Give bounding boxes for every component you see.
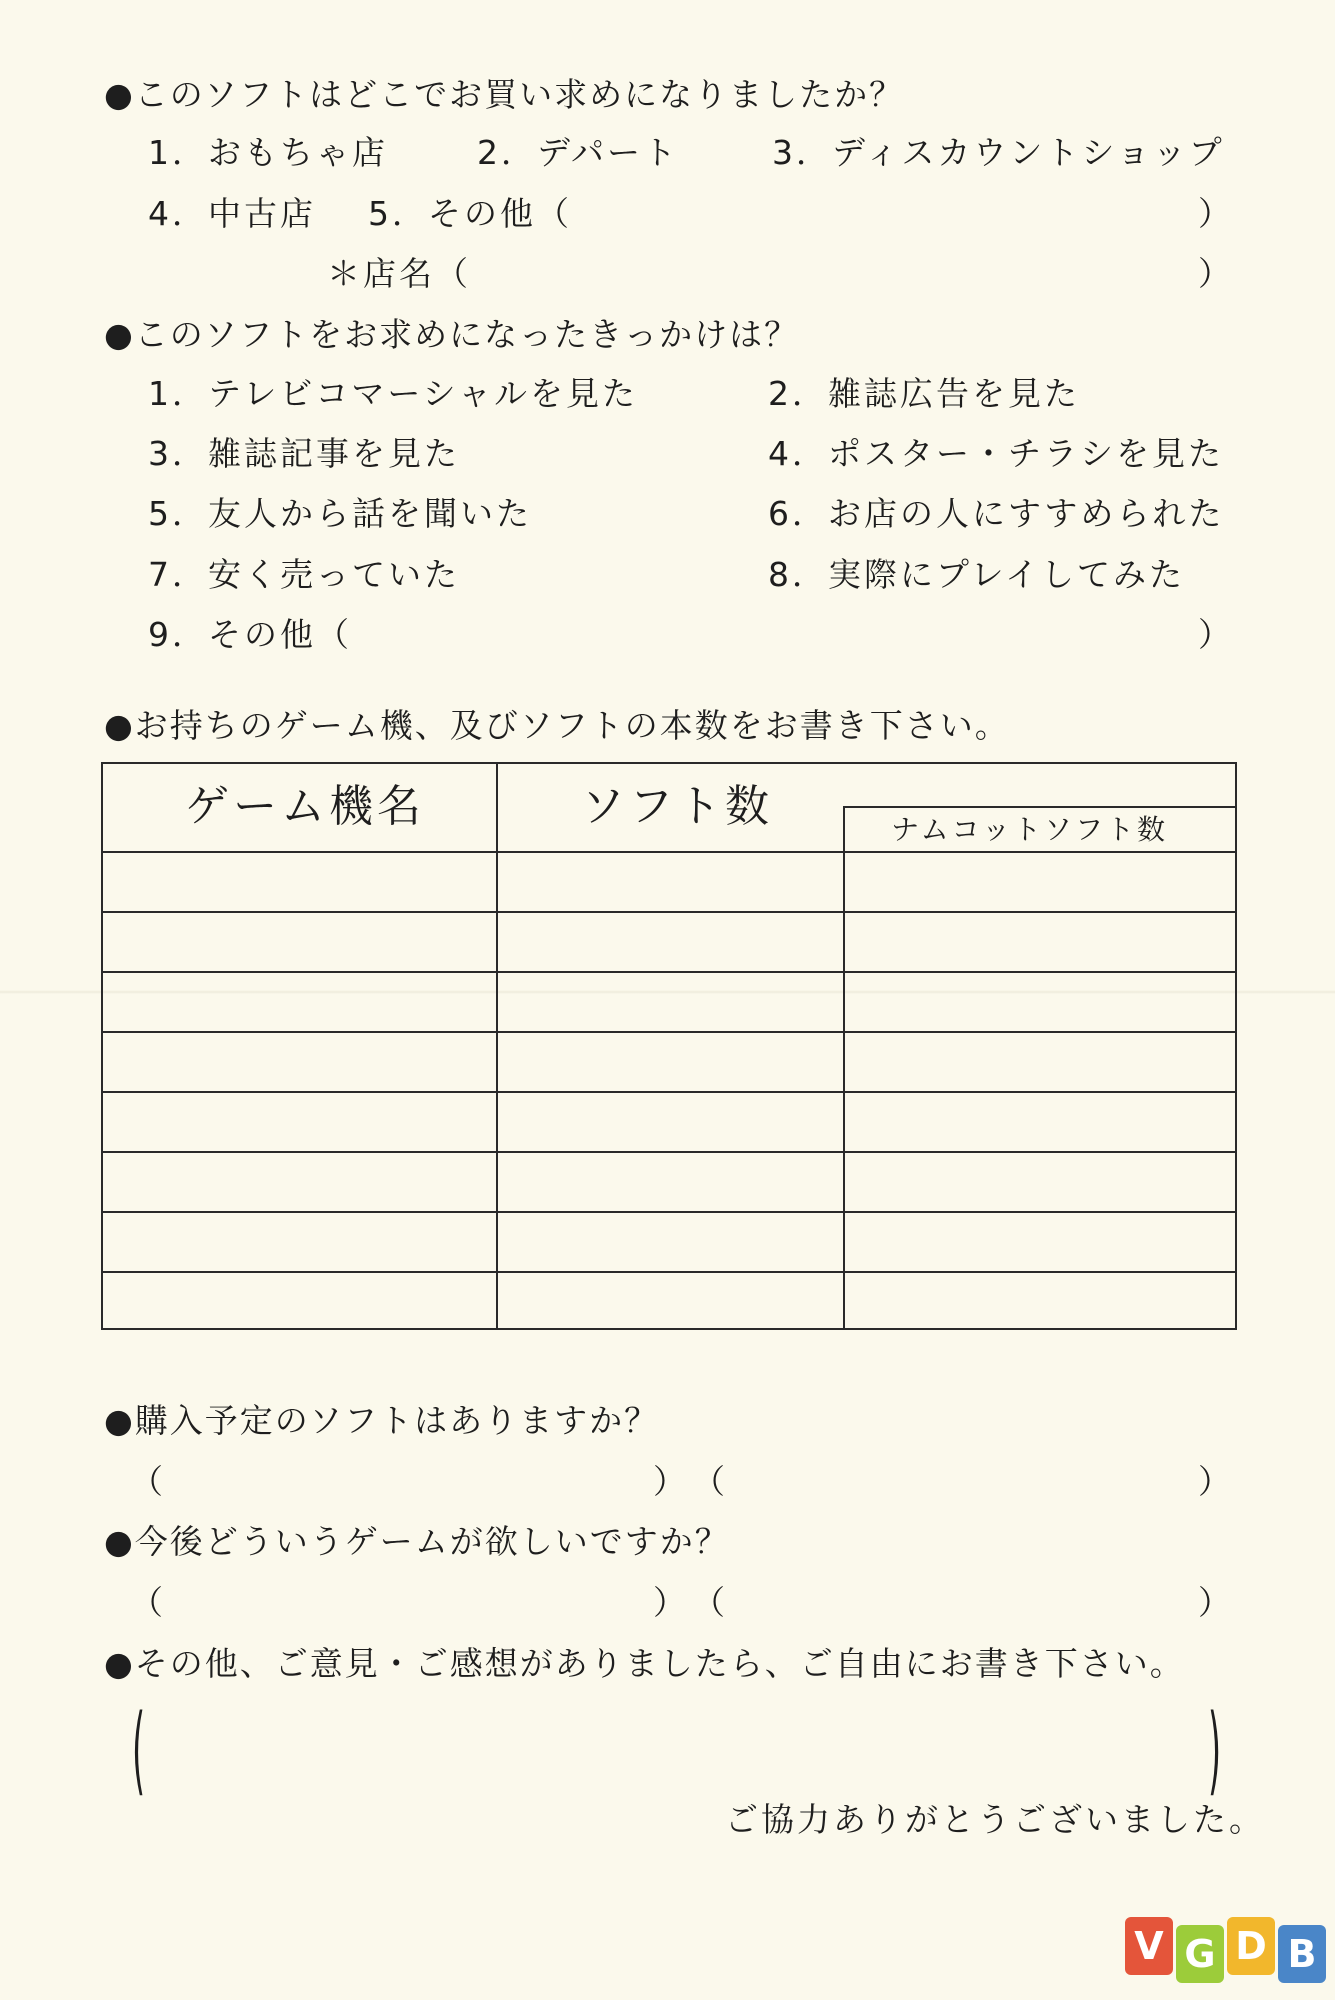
q1-option-other[interactable]: 5．その他（ xyxy=(368,194,572,233)
q2-option-cheap[interactable]: 7．安く売っていた xyxy=(148,555,460,594)
q2-option-tv-commercial[interactable]: 1．テレビコマーシャルを見た xyxy=(148,374,639,413)
q4-answer1-close-paren: ） xyxy=(653,1462,689,1501)
q5-answer2-open-paren: （ xyxy=(692,1583,728,1622)
q2-option-other[interactable]: 9．その他（ xyxy=(148,615,352,654)
q4-answer2-close-paren: ） xyxy=(1198,1462,1234,1501)
logo-letter-b: B xyxy=(1278,1925,1326,1983)
table-col-divider xyxy=(496,764,498,1328)
q1-store-name-label: ＊店名（ xyxy=(327,254,471,293)
q1-store-name-close-paren: ） xyxy=(1198,254,1234,293)
logo-letter-d: D xyxy=(1227,1917,1275,1975)
q2-option-poster-flyer[interactable]: 4．ポスター・チラシを見た xyxy=(768,434,1224,473)
table-row-line xyxy=(103,1271,1237,1273)
q1-other-close-paren: ） xyxy=(1198,194,1234,233)
q1-option-used-store[interactable]: 4．中古店 xyxy=(148,194,316,233)
table-row-line xyxy=(103,1031,1237,1033)
table-row-line xyxy=(103,851,1237,853)
q6-answer-close-paren: ) xyxy=(1208,1694,1223,1806)
table-row-line xyxy=(103,911,1237,913)
table-col-divider xyxy=(843,806,845,1328)
q2-option-magazine-ad[interactable]: 2．雑誌広告を見た xyxy=(768,374,1080,413)
q5-answer1-open-paren: （ xyxy=(130,1583,166,1622)
q2-option-store-staff[interactable]: 6．お店の人にすすめられた xyxy=(768,494,1225,533)
table-header-console-name: ゲーム機名 xyxy=(185,781,425,832)
table-row-line xyxy=(103,1211,1237,1213)
thanks-message: ご協力ありがとうございました。 xyxy=(725,1800,1265,1839)
table-row-line xyxy=(103,1091,1237,1093)
game-console-table xyxy=(101,762,1237,1330)
table-header-software-count: ソフト数 xyxy=(581,781,773,832)
q4-answer1-open-paren: （ xyxy=(130,1462,166,1501)
q2-option-friend[interactable]: 5．友人から話を聞いた xyxy=(148,494,532,533)
q6-title: ●その他、ご意見・ご感想がありましたら、ご自由にお書き下さい。 xyxy=(104,1644,1185,1683)
q4-title: ●購入予定のソフトはありますか？ xyxy=(104,1401,660,1440)
q1-option-discount-shop[interactable]: 3．ディスカウントショップ xyxy=(772,133,1225,172)
table-row-line xyxy=(103,971,1237,973)
table-subheader-line xyxy=(843,806,1237,808)
table-row-line xyxy=(103,1151,1237,1153)
q5-answer2-close-paren: ） xyxy=(1198,1583,1234,1622)
vgdb-watermark-logo xyxy=(1125,1917,1325,1983)
table-header-namcot-count: ナムコットソフト数 xyxy=(891,813,1169,846)
logo-letter-v: V xyxy=(1125,1917,1173,1975)
q1-title: ●このソフトはどこでお買い求めになりましたか？ xyxy=(104,75,905,114)
q1-option-department-store[interactable]: 2．デパート xyxy=(477,133,680,172)
q2-option-magazine-article[interactable]: 3．雑誌記事を見た xyxy=(148,434,460,473)
q2-option-played[interactable]: 8．実際にプレイしてみた xyxy=(768,555,1186,594)
q2-other-close-paren: ） xyxy=(1198,615,1234,654)
q6-answer-open-paren: ( xyxy=(132,1694,147,1806)
q3-title: ●お持ちのゲーム機、及びソフトの本数をお書き下さい。 xyxy=(104,706,1010,745)
q4-answer2-open-paren: （ xyxy=(692,1462,728,1501)
q2-title: ●このソフトをお求めになったきっかけは？ xyxy=(104,315,800,354)
q5-title: ●今後どういうゲームが欲しいですか？ xyxy=(104,1522,730,1561)
q1-option-toy-store[interactable]: 1．おもちゃ店 xyxy=(148,133,388,172)
logo-letter-g: G xyxy=(1176,1925,1224,1983)
q5-answer1-close-paren: ） xyxy=(653,1583,689,1622)
